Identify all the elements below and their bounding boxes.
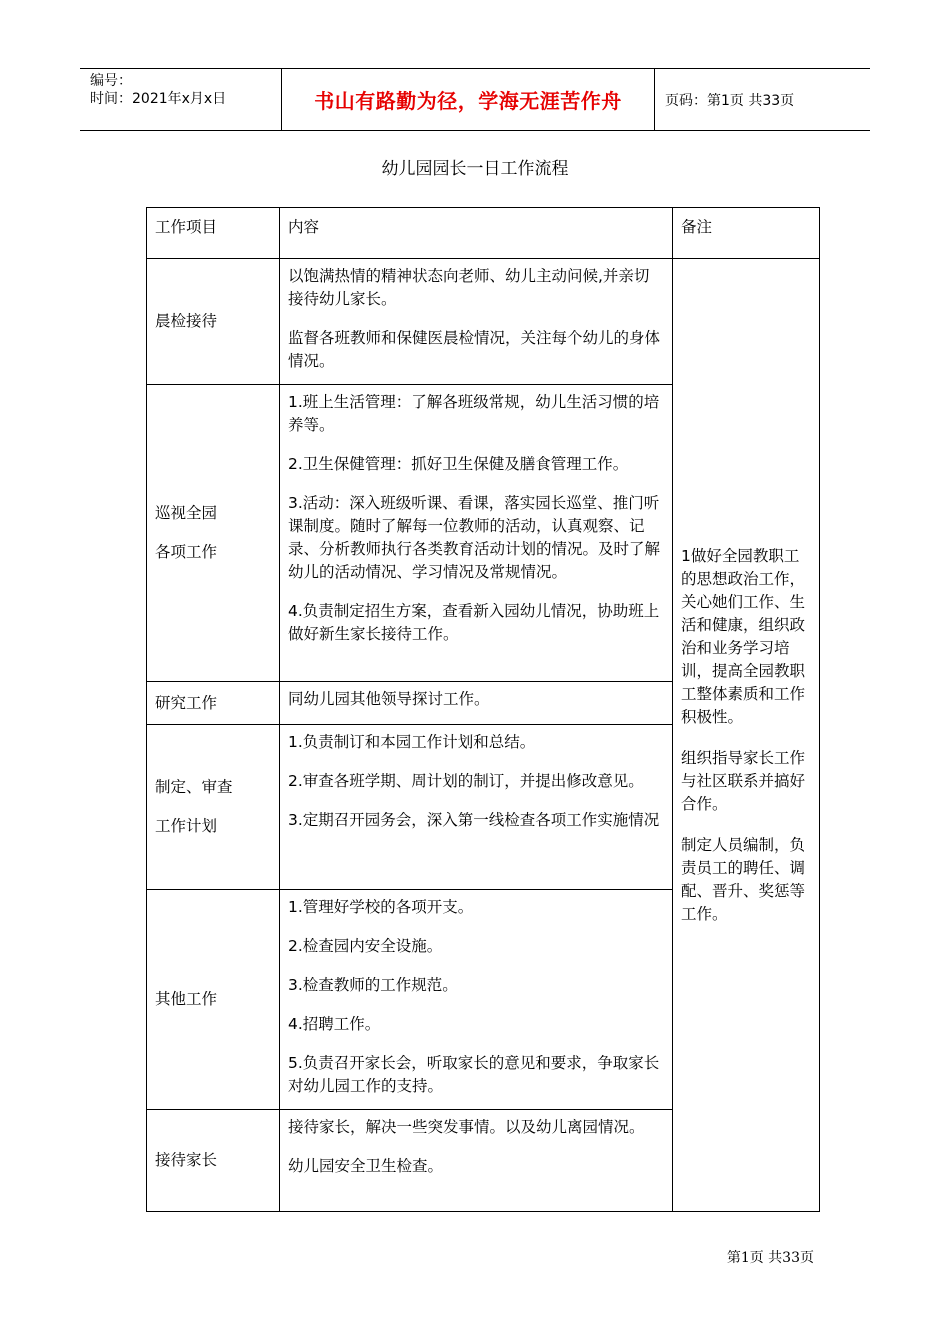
content-paragraph: 1.负责制订和本园工作计划和总结。 [288, 733, 536, 751]
notes-paragraph: 1做好全园教职工的思想政治工作，关心她们工作、生活和健康，组织政治和业务学习培训，提高全园教职工整体素质和工作积极性。 [681, 546, 806, 726]
column-header-content: 内容 [280, 208, 673, 259]
content-paragraph: 以饱满热情的精神状态向老师、幼儿主动问候,并亲切接待幼儿家长。 [288, 267, 650, 308]
document-time-label: 时间：2021年x月x日 [90, 91, 227, 107]
row-item-label: 研究工作 [155, 693, 218, 712]
page-header [80, 68, 870, 131]
header-motto: 书山有路勤为径，学海无涯苦作舟 [314, 89, 622, 113]
content-paragraph: 3.检查教师的工作规范。 [288, 976, 458, 994]
row-content-cell [280, 385, 673, 682]
notes-cell [673, 259, 820, 1212]
row-item-label: 其他工作 [155, 990, 218, 1008]
row-item-label: 巡视全园 [155, 504, 218, 522]
content-paragraph: 3.活动：深入班级听课、看课，落实园长巡堂、推门听课制度。随时了解每一位教师的活动，认真观察、记录、分析教师执行各类教育活动计划的情况。及时了解幼儿的活动情况、学习情况及常规情况。 [288, 494, 661, 581]
page-footer: 第1页 共33页 [726, 1250, 814, 1266]
row-item-cell [147, 259, 280, 385]
row-content-cell [280, 725, 673, 890]
row-content-cell [280, 682, 673, 725]
content-paragraph: 同幼儿园其他领导探讨工作。 [288, 690, 490, 708]
row-item-label: 接待家长 [155, 1151, 218, 1169]
content-paragraph: 2.审查各班学期、周计划的制订，并提出修改意见。 [288, 772, 644, 790]
row-item-label: 制定、审查 [155, 778, 233, 796]
row-content-cell [280, 890, 673, 1110]
notes-paragraph: 组织指导家长工作与社区联系并搞好合作。 [681, 748, 806, 813]
content-paragraph: 1.管理好学校的各项开支。 [288, 898, 474, 916]
column-header-item: 工作项目 [147, 208, 280, 259]
column-header-notes: 备注 [673, 208, 820, 259]
row-item-label: 晨检接待 [155, 312, 218, 330]
document-number-label: 编号： [90, 73, 132, 89]
header-meta [90, 72, 226, 108]
content-paragraph: 幼儿园安全卫生检查。 [288, 1157, 444, 1175]
row-item-label: 各项工作 [155, 543, 218, 561]
content-paragraph: 4.负责制定招生方案，查看新入园幼儿情况，协助班上做好新生家长接待工作。 [288, 602, 660, 643]
content-paragraph: 接待家长，解决一些突发事情。以及幼儿离园情况。 [288, 1118, 645, 1136]
row-item-cell [147, 890, 280, 1110]
header-page-number: 页码：第1页 共33页 [665, 92, 795, 109]
table-header-row [147, 208, 820, 259]
content-paragraph: 3.定期召开园务会，深入第一线检查各项工作实施情况 [288, 811, 660, 829]
row-item-label: 工作计划 [155, 817, 218, 835]
row-item-cell [147, 682, 280, 725]
row-content-cell [280, 1110, 673, 1212]
header-divider [654, 69, 655, 130]
content-paragraph: 5.负责召开家长会，听取家长的意见和要求，争取家长对幼儿园工作的支持。 [288, 1054, 660, 1095]
content-paragraph: 监督各班教师和保健医晨检情况，关注每个幼儿的身体情况。 [288, 329, 661, 370]
notes-paragraph: 制定人员编制，负责员工的聘任、调配、晋升、奖惩等工作。 [681, 835, 806, 923]
row-item-cell [147, 725, 280, 890]
row-item-cell [147, 385, 280, 682]
content-paragraph: 4.招聘工作。 [288, 1015, 381, 1033]
workflow-table [146, 207, 820, 1212]
row-item-cell [147, 1110, 280, 1212]
content-paragraph: 1.班上生活管理：了解各班级常规，幼儿生活习惯的培养等。 [288, 393, 660, 434]
row-content-cell [280, 259, 673, 385]
table-row [147, 259, 820, 385]
document-title: 幼儿园园长一日工作流程 [381, 159, 569, 179]
content-paragraph: 2.检查园内安全设施。 [288, 937, 443, 955]
content-paragraph: 2.卫生保健管理：抓好卫生保健及膳食管理工作。 [288, 455, 629, 473]
